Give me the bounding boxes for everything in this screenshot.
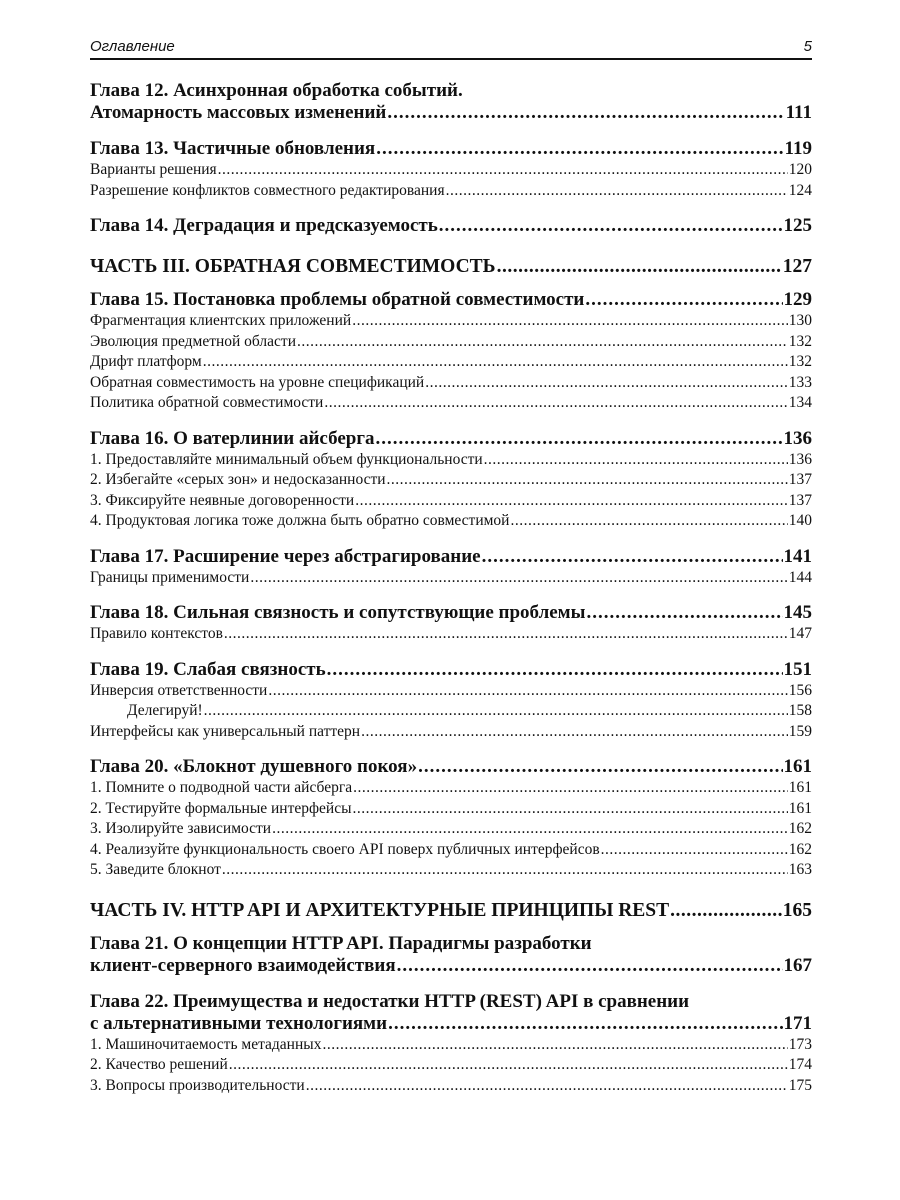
toc-chapter-14[interactable] [90, 215, 812, 237]
chapter-title-line: клиент-серверного взаимодействия [90, 954, 396, 976]
section-page-number: 156 [788, 681, 812, 699]
toc-chapter-15[interactable] [90, 289, 812, 311]
section-page-number: 174 [788, 1056, 812, 1073]
section-title: 1. Предоставляйте минимальный объем функциональности [90, 450, 483, 468]
toc-chapter-20[interactable] [90, 756, 812, 778]
toc-section[interactable] [90, 511, 812, 532]
chapter-page-number: 141 [783, 545, 812, 567]
section-page-number: 162 [788, 820, 812, 837]
dot-leader [484, 450, 788, 471]
dot-leader [250, 568, 787, 589]
dot-leader [324, 393, 787, 414]
section-title: 2. Тестируйте формальные интерфейсы [90, 799, 352, 817]
dot-leader [387, 470, 788, 491]
dot-leader [353, 778, 788, 799]
chapter-title-line: Глава 12. Асинхронная обработка событий. [90, 80, 463, 101]
section-page-number: 147 [788, 625, 812, 642]
section-title: Дрифт платформ [90, 353, 202, 370]
dot-leader [482, 546, 783, 568]
dot-leader [203, 352, 788, 373]
section-title: Разрешение конфликтов совместного редактирования [90, 181, 445, 199]
running-header-title: Оглавление [90, 38, 175, 55]
dot-leader [586, 602, 782, 624]
dot-leader [327, 659, 783, 681]
section-title: 2. Избегайте «серых зон» и недосказанности [90, 471, 386, 488]
section-page-number: 120 [788, 161, 812, 178]
toc-chapter-16[interactable] [90, 428, 812, 450]
chapter-title: Глава 16. О ватерлинии айсберга [90, 427, 375, 449]
dot-leader [388, 1013, 782, 1035]
section-page-number: 163 [788, 861, 812, 878]
dot-leader [387, 102, 784, 124]
dot-leader [353, 799, 788, 820]
toc-section[interactable] [90, 352, 812, 373]
section-title: Фрагментация клиентских приложений [90, 312, 352, 329]
dot-leader [352, 311, 788, 332]
toc-section[interactable] [90, 181, 812, 202]
dot-leader [272, 819, 788, 840]
section-page-number: 161 [788, 799, 812, 817]
section-title: Варианты решения [90, 161, 217, 178]
dot-leader [425, 373, 788, 394]
chapter-title: Глава 20. «Блокнот душевного покоя» [90, 756, 418, 777]
section-page-number: 137 [788, 491, 812, 509]
toc-section[interactable] [90, 624, 812, 645]
chapter-page-number: 125 [783, 215, 812, 236]
section-page-number: 137 [788, 471, 812, 488]
section-title: Инверсия ответственности [90, 681, 268, 699]
chapter-title-line: Глава 22. Преимущества и недостатки HTTP (REST) API в сравнении [90, 990, 690, 1012]
toc-section[interactable] [90, 311, 812, 332]
dot-leader [670, 899, 782, 923]
toc-part-4[interactable] [90, 899, 812, 923]
part-page-number: 127 [782, 256, 812, 277]
chapter-title-line: Глава 21. О концепции HTTP API. Парадигмы разработки [90, 932, 592, 954]
section-page-number: 124 [788, 181, 812, 199]
chapter-title: Глава 15. Постановка проблемы обратной совместимости [90, 289, 585, 310]
page-number: 5 [803, 38, 812, 55]
section-title: Политика обратной совместимости [90, 394, 324, 411]
section-title: Границы применимости [90, 568, 250, 586]
chapter-page-number: 145 [783, 602, 812, 623]
dot-leader [497, 255, 782, 279]
section-title: 5. Заведите блокнот [90, 861, 221, 878]
table-of-contents [90, 80, 812, 1096]
part-title: ЧАСТЬ IV. HTTP API И АРХИТЕКТУРНЫЕ ПРИНЦИПЫ REST [90, 899, 670, 921]
dot-leader [418, 756, 782, 778]
chapter-page-number: 129 [783, 289, 812, 310]
toc-section[interactable] [90, 393, 812, 414]
toc-chapter-12[interactable] [90, 80, 812, 124]
dot-leader [585, 289, 782, 311]
section-page-number: 173 [788, 1035, 812, 1053]
section-page-number: 133 [788, 373, 812, 391]
section-title: Правило контекстов [90, 625, 223, 642]
toc-section[interactable] [90, 1035, 812, 1056]
toc-chapter-13[interactable] [90, 138, 812, 160]
dot-leader [297, 332, 788, 353]
subsection-page-number: 158 [788, 702, 812, 719]
dot-leader [601, 840, 788, 861]
dot-leader [376, 138, 783, 160]
dot-leader [229, 1055, 788, 1076]
chapter-title: Глава 19. Слабая связность [90, 658, 326, 680]
dot-leader [446, 181, 788, 202]
toc-chapter-19[interactable] [90, 659, 812, 681]
dot-leader [268, 681, 787, 702]
section-title: Эволюция предметной области [90, 332, 296, 350]
subsection-title: Делегируй! [127, 702, 203, 719]
section-page-number: 144 [788, 568, 812, 586]
chapter-title-line: Атомарность массовых изменений [90, 102, 387, 123]
section-page-number: 132 [788, 353, 812, 370]
dot-leader [322, 1035, 787, 1056]
chapter-title-line: с альтернативными технологиями [90, 1012, 388, 1034]
dot-leader [222, 860, 788, 881]
toc-section[interactable] [90, 840, 812, 861]
toc-section[interactable] [90, 470, 812, 491]
dot-leader [397, 955, 783, 977]
toc-chapter-22[interactable] [90, 991, 812, 1035]
section-page-number: 162 [788, 840, 812, 858]
chapter-page-number: 111 [785, 102, 812, 123]
chapter-page-number: 151 [783, 658, 812, 680]
chapter-page-number: 161 [783, 756, 812, 777]
section-title: Интерфейсы как универсальный паттерн [90, 722, 361, 740]
section-page-number: 175 [788, 1076, 812, 1094]
section-page-number: 136 [788, 450, 812, 468]
toc-part-3[interactable] [90, 255, 812, 279]
toc-section[interactable] [90, 1055, 812, 1076]
section-title: 3. Фиксируйте неявные договоренности [90, 491, 355, 509]
toc-section[interactable] [90, 373, 812, 394]
toc-subsection[interactable] [90, 701, 812, 722]
section-title: 2. Качество решений [90, 1056, 228, 1073]
chapter-title: Глава 14. Деградация и предсказуемость [90, 215, 438, 236]
dot-leader [510, 511, 787, 532]
section-title: 3. Изолируйте зависимости [90, 820, 272, 837]
running-header [90, 38, 812, 60]
section-page-number: 132 [788, 332, 812, 350]
section-title: 3. Вопросы производительности [90, 1076, 305, 1094]
dot-leader [306, 1076, 788, 1097]
dot-leader [355, 491, 788, 512]
part-title: ЧАСТЬ III. ОБРАТНАЯ СОВМЕСТИМОСТЬ [90, 256, 496, 277]
toc-chapter-17[interactable] [90, 546, 812, 568]
dot-leader [218, 160, 788, 181]
dot-leader [439, 215, 783, 237]
section-title: 1. Машиночитаемость метаданных [90, 1035, 322, 1053]
toc-section[interactable] [90, 860, 812, 881]
dot-leader [361, 722, 788, 743]
chapter-page-number: 171 [783, 1012, 812, 1034]
toc-section[interactable] [90, 778, 812, 799]
section-page-number: 159 [788, 722, 812, 740]
toc-section[interactable] [90, 450, 812, 471]
toc-chapter-21[interactable] [90, 933, 812, 977]
section-page-number: 161 [788, 779, 812, 796]
chapter-page-number: 167 [783, 954, 812, 976]
dot-leader [204, 701, 788, 722]
toc-section[interactable] [90, 722, 812, 743]
dot-leader [224, 624, 788, 645]
section-page-number: 130 [788, 312, 812, 329]
dot-leader [375, 428, 782, 450]
section-title: Обратная совместимость на уровне спецификаций [90, 373, 425, 391]
toc-chapter-18[interactable] [90, 602, 812, 624]
section-title: 4. Реализуйте функциональность своего API поверх публичных интерфейсов [90, 840, 600, 858]
chapter-page-number: 136 [783, 427, 812, 449]
toc-section[interactable] [90, 491, 812, 512]
toc-section[interactable] [90, 160, 812, 181]
chapter-title: Глава 13. Частичные обновления [90, 138, 376, 159]
toc-section[interactable] [90, 332, 812, 353]
section-page-number: 134 [788, 394, 812, 411]
chapter-page-number: 119 [784, 138, 812, 159]
chapter-title: Глава 17. Расширение через абстрагирование [90, 545, 481, 567]
section-title: 1. Помните о подводной части айсберга [90, 779, 353, 796]
toc-section[interactable] [90, 681, 812, 702]
toc-section[interactable] [90, 819, 812, 840]
part-page-number: 165 [782, 899, 812, 921]
toc-section[interactable] [90, 799, 812, 820]
section-page-number: 140 [788, 512, 812, 529]
toc-section[interactable] [90, 568, 812, 589]
chapter-title: Глава 18. Сильная связность и сопутствующие проблемы [90, 602, 586, 623]
section-title: 4. Продуктовая логика тоже должна быть обратно совместимой [90, 512, 510, 529]
toc-section[interactable] [90, 1076, 812, 1097]
